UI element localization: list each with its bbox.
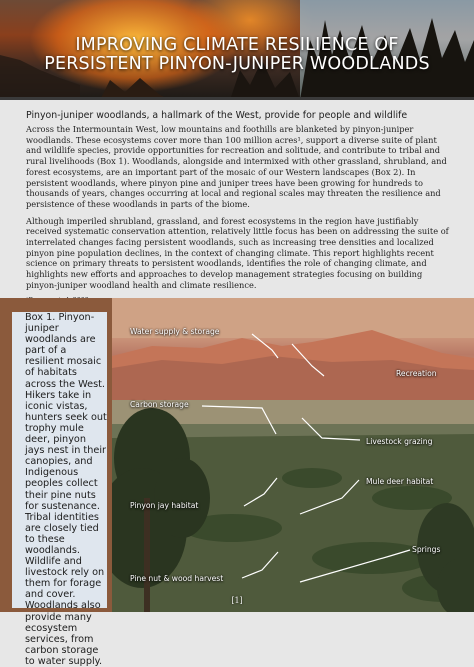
label-pine-nut: Pine nut & wood harvest: [130, 574, 224, 583]
landscape-illustration: [112, 298, 474, 612]
label-recreation: Recreation: [396, 369, 437, 378]
label-water-supply: Water supply & storage: [130, 327, 220, 336]
intro-paragraph-1: Across the Intermountain West, low mountains and foothills are blanketed by pinyon-juniper woodlands. These ecosystems cover more than 100 million acres¹, support a diverse suite of plant and wildlife species, provide opportunities for recreation and solitude, and contribute to tribal and rural livelihoods (Box 1). Woodlands, alongside and intermixed with other grassland, shrubland, and forest ecosystems, are an important part of the mosaic of our Western landscapes (Box 2). In persistent woodlands, where pinyon pine and juniper trees have been growing for hundreds to thousands of years, changes occurring at local and regional scales may threaten the resilience and persistence of these woodlands in parts of the biome.: [26, 124, 447, 209]
box-1-text: Pinyon-juniper woodlands are part of a resilient mosaic of habitats across the West. Hikers take in iconic vistas, hunters seek out trophy mule deer, pinyon jays nest in their canopies, and Indigenous peoples collect their pine nuts for sustenance. Tribal identities are closely tied to these woodlands. Wildlife and livestock rely on them for forage and cover. Woodlands also provide many ecosystem services, from carbon storage to water supply.: [25, 312, 107, 667]
label-carbon-storage: Carbon storage: [130, 400, 189, 409]
label-pinyon-jay: Pinyon jay habitat: [130, 501, 199, 510]
section-subheading: Pinyon-juniper woodlands, a hallmark of the West, provide for people and wildlife: [26, 110, 408, 121]
label-springs: Springs: [412, 545, 441, 554]
landscape-photo: [112, 298, 474, 612]
page-number: [1]: [231, 596, 243, 605]
intro-paragraph-2: Although imperiled shrubland, grassland, and forest ecosystems in the region have justifiably received systematic conservation attention, relatively little focus has been on addressing the suite of interrelated changes facing persistent woodlands, such as increasing tree densities and localized pinyon pine population declines, in the context of changing climate. This report highlights recent science on primary threats to persistent woodlands, identifies the role of changing climate, and highlights new efforts and approaches to develop management strategies focusing on building pinyon-juniper woodland health and climate resilience.: [26, 215, 449, 290]
label-livestock-grazing: Livestock grazing: [366, 437, 433, 446]
header-divider: [0, 97, 474, 100]
box-1-text-panel: [12, 312, 107, 667]
title-line-1: IMPROVING CLIMATE RESILIENCE OF: [75, 35, 399, 55]
title-line-2: PERSISTENT PINYON-JUNIPER WOODLANDS: [44, 54, 430, 74]
page-title: [0, 36, 474, 74]
label-mule-deer: Mule deer habitat: [366, 477, 434, 486]
box-1-heading: Box 1.: [25, 312, 56, 323]
header-banner: [0, 0, 474, 100]
intro-section: [26, 110, 452, 305]
box-1-body: [12, 312, 107, 667]
